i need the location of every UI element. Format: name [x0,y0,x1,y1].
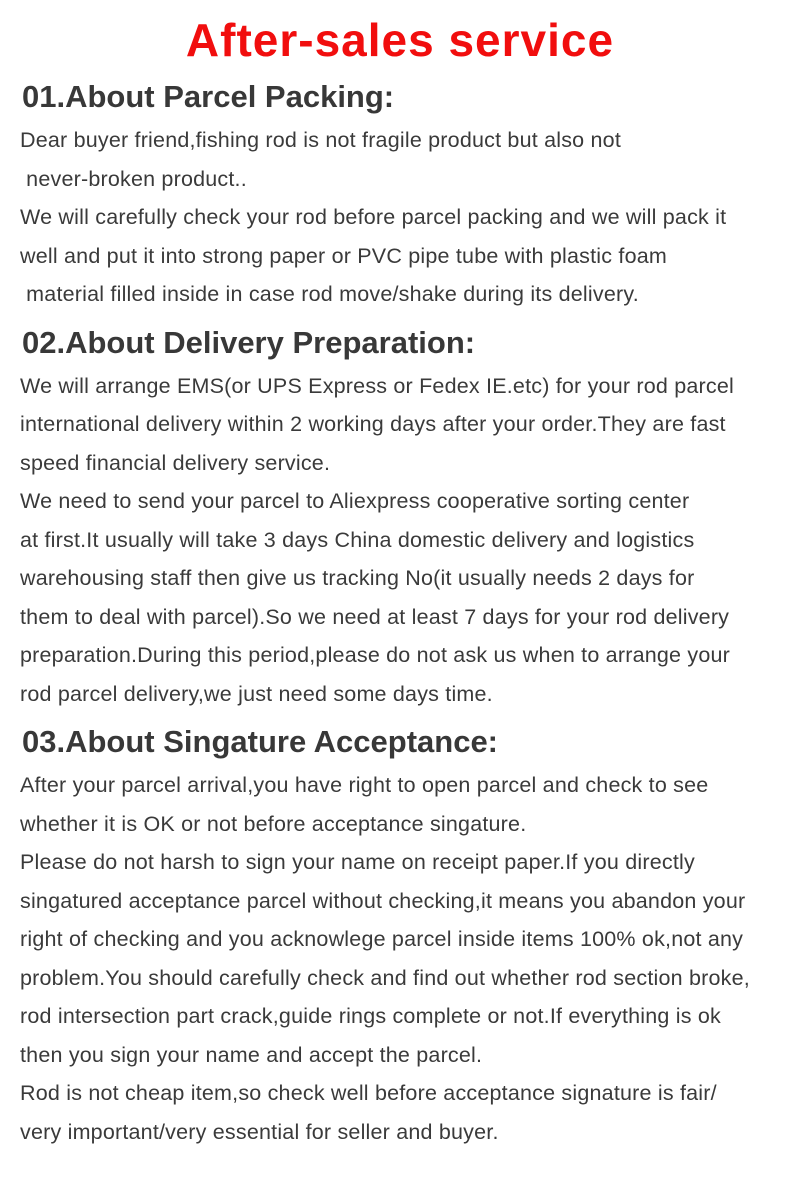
section-heading-delivery-preparation: 02.About Delivery Preparation: [22,324,476,360]
text-line: never-broken product.. [20,166,247,191]
text-line: rod parcel delivery,we just need some days time. [20,681,493,706]
text-line: them to deal with parcel).So we need at least 7 days for your rod delivery [20,604,730,629]
section-signature-acceptance [0,713,800,1151]
text-line: Dear buyer friend,fishing rod is not fragile product but also not [20,128,621,152]
text-line: We need to send your parcel to Aliexpress cooperative sorting center [20,489,690,513]
section-body-signature-acceptance [18,766,792,1151]
section-body-delivery-preparation [18,367,792,714]
text-line: whether it is OK or not before acceptance singature. [20,811,527,836]
text-line: rod intersection part crack,guide rings complete or not.If everything is ok [20,1004,721,1028]
page-title: After-sales service [185,14,615,66]
text-line: material filled inside in case rod move/shake during its delivery. [20,282,639,306]
section-body-parcel-packing [18,121,792,314]
text-line: well and put it into strong paper or PVC pipe tube with plastic foam [20,243,667,268]
text-line: Please do not harsh to sign your name on receipt paper.If you directly [20,850,695,874]
text-line: We will carefully check your rod before parcel packing and we will pack it [20,205,727,229]
text-line: speed financial delivery service. [20,450,331,475]
text-line: We will arrange EMS(or UPS Express or Fedex IE.etc) for your rod parcel [20,373,734,398]
text-line: Rod is not cheap item,so check well before acceptance signature is fair/ [20,1081,717,1105]
section-parcel-packing [0,68,800,314]
text-line: After your parcel arrival,you have right to open parcel and check to see [20,773,709,797]
text-line: problem.You should carefully check and find out whether rod section broke, [20,965,750,990]
text-line: warehousing staff then give us tracking No(it usually needs 2 days for [20,566,695,590]
section-heading-parcel-packing: 01.About Parcel Packing: [22,79,395,114]
text-line: international delivery within 2 working days after your order.They are fast [20,412,726,436]
text-line: then you sign your name and accept the parcel. [20,1042,483,1067]
text-line: very important/very essential for seller and buyer. [20,1119,499,1144]
text-line: preparation.During this period,please do not ask us when to arrange your [20,643,730,667]
text-line: singatured acceptance parcel without checking,it means you abandon your [20,888,746,913]
text-line: at first.It usually will take 3 days China domestic delivery and logistics [20,527,695,552]
text-line: right of checking and you acknowlege parcel inside items 100% ok,not any [20,927,744,951]
section-heading-signature-acceptance: 03.About Singature Acceptance: [22,724,499,759]
section-delivery-preparation [0,314,800,714]
